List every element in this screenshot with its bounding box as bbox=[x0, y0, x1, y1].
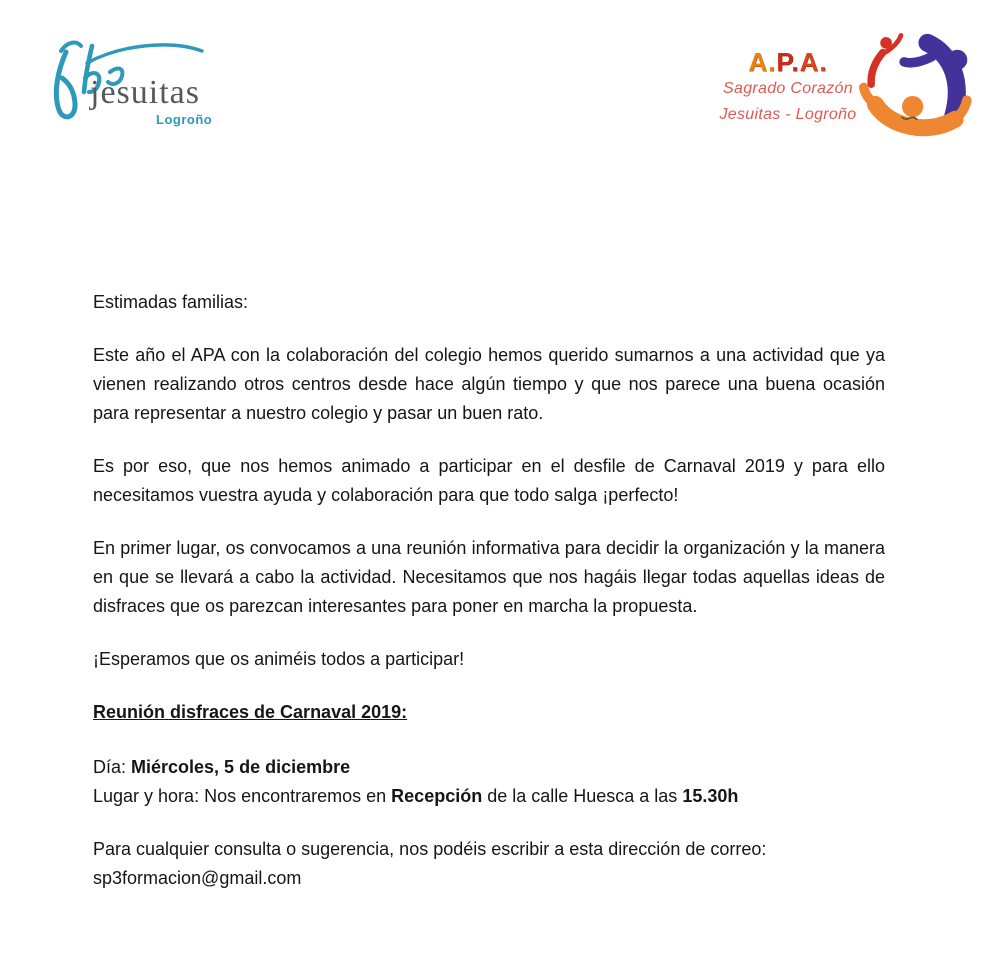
apa-letter-a2: A. bbox=[799, 47, 828, 77]
jesuitas-city-label: Logroño bbox=[156, 112, 213, 127]
paragraph-activity-intro: Este año el APA con la colaboración del colegio hemos querido sumarnos a una actividad que ya vienen realizando otros centros desde hace algún tiempo y que nos parece una buena ocasión para representar a nuestro colegio y pasar un buen rato. bbox=[93, 345, 885, 423]
apa-subtitle-jesuitas-logrono: Jesuitas - Logroño bbox=[719, 106, 857, 123]
contact-paragraph bbox=[93, 835, 885, 893]
meeting-day-label: Día: bbox=[93, 757, 132, 777]
paragraph-participation-invite: ¡Esperamos que os animéis todos a participar! bbox=[93, 649, 465, 669]
community-circle-logo-icon bbox=[850, 28, 988, 166]
meeting-place-reception: Recepción bbox=[391, 786, 483, 806]
jesuitas-logo bbox=[52, 30, 227, 138]
contact-intro: Para cualquier consulta o sugerencia, nos podéis escribir a esta dirección de correo: bbox=[93, 839, 767, 859]
apa-subtitle-sagrado-corazon: Sagrado Corazón bbox=[723, 80, 853, 97]
meeting-time: 15.30h bbox=[682, 786, 739, 806]
meeting-heading: Reunión disfraces de Carnaval 2019: bbox=[93, 702, 408, 722]
salutation: Estimadas familias: bbox=[93, 292, 249, 312]
apa-logo bbox=[718, 48, 858, 128]
letter-body bbox=[93, 288, 885, 917]
meeting-place-mid: de la calle Huesca a las bbox=[482, 786, 683, 806]
apa-letter-p: P. bbox=[776, 47, 800, 77]
apa-letter-a1: A. bbox=[748, 47, 777, 77]
apa-title bbox=[718, 48, 858, 76]
meeting-day-value: Miércoles, 5 de diciembre bbox=[131, 757, 351, 777]
jesuitas-wordmark: jesuitas bbox=[90, 74, 200, 111]
paragraph-meeting-call: En primer lugar, os convocamos a una reunión informativa para decidir la organización y la manera en que se llevará a cabo la actividad. Necesitamos que nos hagáis llegar todas aquellas ideas de disfraces que os parezcan interesantes para poner en marcha la propuesta. bbox=[93, 538, 885, 616]
contact-email: sp3formacion@gmail.com bbox=[93, 868, 302, 888]
meeting-place-pre: Lugar y hora: Nos encontraremos en bbox=[93, 786, 392, 806]
meeting-place-line bbox=[93, 782, 885, 811]
meeting-day-line bbox=[93, 753, 885, 782]
paragraph-carnaval-announcement: Es por eso, que nos hemos animado a participar en el desfile de Carnaval 2019 y para ello necesitamos vuestra ayuda y colaboración para que todo salga ¡perfecto! bbox=[93, 456, 885, 505]
